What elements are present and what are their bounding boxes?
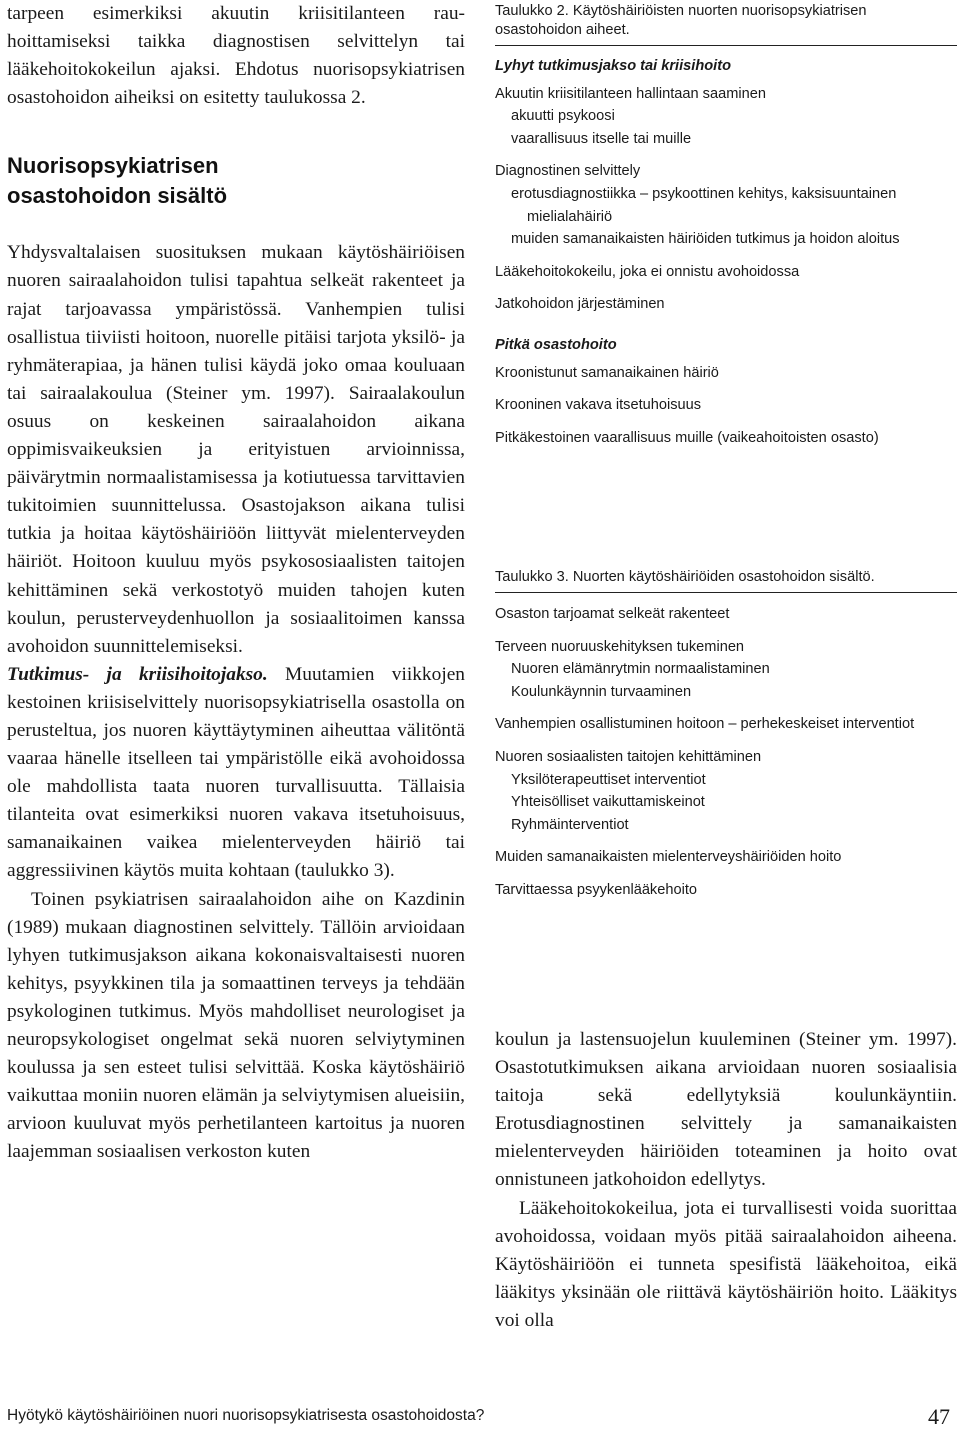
table-group-heading: Vanhempien osallistuminen hoitoon – perhekeskeiset interventiot: [495, 716, 915, 733]
table-group-item: Yhteisölliset vaikuttamiskeinot: [511, 794, 705, 811]
table-group-item: mielialahäiriö: [527, 208, 613, 225]
table-group-heading: Akuutin kriisitilanteen hallintaan saaminen: [495, 85, 766, 102]
body-paragraph-2: Tutkimus- ja kriisihoitojakso. Muutamien viikkojen kestoinen kriisiselvittely nuorisopsykiatrisella osastolla on perusteltua, jos nuoren käyttäytyminen aiheuttaa välitöntä vaaraa hänelle itselleen tai ympäristölle eikä avohoidossa ole mahdollista taata nuoren turvallisuutta. Tällaisia tilanteita ovat esimerkiksi nuoren vakava itsetuhoisuus, samanaikainen vaikea mielenterveyden häiriö tai aggressiivinen käytös muita kohtaan (taulukko 3).: [7, 663, 466, 882]
table-rule: [495, 592, 957, 593]
table-group: [495, 879, 957, 902]
table-group-heading: Tarvittaessa psyykenlääkehoito: [495, 881, 697, 898]
table-group-heading: Terveen nuoruuskehityksen tukeminen: [495, 638, 745, 655]
table-group-item: Yksilöterapeuttiset interventiot: [511, 771, 706, 788]
table-3: [495, 566, 957, 912]
table-group-heading: Kroonistunut samanaikainen häiriö: [495, 364, 719, 381]
table-group: [495, 362, 957, 385]
table-group: [495, 427, 957, 450]
table-2-section-2: [495, 362, 957, 450]
table-group: [495, 160, 957, 250]
table-group: [495, 603, 957, 626]
table-2: [495, 0, 957, 459]
table-rule: [495, 45, 957, 46]
table-group-heading: Osaston tarjoamat selkeät rakenteet: [495, 606, 730, 622]
table-3-body: [495, 603, 957, 902]
table-group: [495, 83, 957, 151]
table-group-heading: Krooninen vakava itsetuhoisuus: [495, 397, 702, 414]
section-heading: Nuorisopsykiatrisen osastohoidon sisältö: [7, 153, 228, 209]
runin-heading: Tutkimus- ja kriisihoitojakso.: [7, 663, 268, 685]
page-footer: [7, 1404, 950, 1430]
table-group-heading: Diagnostinen selvittely: [495, 163, 641, 180]
table-2-caption: Taulukko 2. Käytöshäiriöisten nuorten nuorisopsykiatrisen osastohoidon aiheet.: [495, 3, 867, 38]
table-group-heading: Nuoren sosiaalisten taitojen kehittäminen: [495, 748, 762, 765]
table-group-item: vaarallisuus itselle tai muille: [511, 130, 692, 147]
body-paragraph-1: Yhdysvaltalaisen suosituksen mukaan käytöshäiriöisen nuoren sairaalahoidon tulisi tapahtua selkeät rakenteet ja rajat tarjoavassa ympäristössä. Vanhempien tulisi osallistua tiiviisti hoitoon, nuorelle pitäisi tarjota yksilö- ja ryhmäterapiaa, ja hänen tulisi käydä joko omaa kouluaan tai sairaalakoulua (Steiner ym. 1997). Sairaalakoulun osuus on keskeinen sairaalahoidon aikana oppimisvaikeuksien ja erityistuen arvioinnissa, päivärytmin normaalistamisessa ja kotiutuessa tarvittavien tukitoimien suunnittelussa. Osastojakson aikana tulisi tutkia ja hoitaa käytöshäiriöön liittyvät mielenterveyden häiriöt. Hoitoon kuuluu myös psykososiaalisten taitojen kehittäminen sekä verkostotyö muiden tahojen kuten koulun, perusterveydenhuollon ja sosiaalitoimen kanssa avohoidon suunnittelemiseksi.: [7, 242, 465, 657]
table-2-section-1: [495, 83, 957, 316]
table-3-caption: Taulukko 3. Nuorten käytöshäiriöiden osastohoidon sisältö.: [495, 569, 875, 585]
left-column: [7, 0, 465, 1166]
intro-paragraph: tarpeen esimerkiksi akuutin kriisitilanteen rauhoittamiseksi taikka diagnostisen selvittelyn tai lääkehoitokokeilun ajaksi. Ehdotus nuorisopsykiatrisen osastohoidon aiheiksi on esitetty taulukossa 2.: [7, 3, 465, 109]
right-body-text: [495, 1026, 957, 1335]
running-title: Hyötykö käytöshäiriöinen nuori nuorisopsykiatrisesta osastohoidosta?: [7, 1407, 485, 1424]
table-group-item: akuutti psykoosi: [511, 108, 615, 125]
table-group: [495, 713, 957, 736]
table-2-section-heading: Pitkä osastohoito: [495, 336, 617, 353]
body-paragraph-5: Lääkehoitokokeilua, jota ei turvallisesti voida suorittaa avohoidossa, voidaan myös pitää sairaalahoidon aiheena. Käytöshäiriöön ei tunneta spesifistä lääkehoitoa, eikä lääkitys yksinään ole riittävä käytöshäiriön hoito. Lääkitys voi olla: [495, 1197, 957, 1331]
table-2-section-heading: Lyhyt tutkimusjakso tai kriisihoito: [495, 58, 731, 74]
table-group: [495, 636, 957, 704]
table-group-heading: Jatkohoidon järjestäminen: [495, 296, 665, 313]
table-group-item: Ryhmäinterventiot: [511, 816, 629, 833]
table-group-item: erotusdiagnostiikka – psykoottinen kehitys, kaksisuuntainen: [511, 185, 897, 202]
table-group-heading: Pitkäkestoinen vaarallisuus muille (vaikeahoitoisten osasto): [495, 429, 879, 446]
body-paragraph-3: Toinen psykiatrisen sairaalahoidon aihe on Kazdinin (1989) mukaan diagnostinen selvittely. Tällöin arvioidaan lyhyen tutkimusjakson aikana kokonaisvaltaisesti nuoren kehitys, psyykkinen tila ja somaattinen terveys ja tehdään psykologinen tutkimus. Myös mahdolliset neurologiset ja neuropsykologiset ongelmat sekä nuoren selviytyminen koulussa ja sen esteet tulisi selvittää. Koska käytöshäiriö vaikuttaa moniin nuoren elämän ja selviytymisen alueisiin, arvioon kuuluvat myös perhetilanteen kartoitus ja nuoren laajemman sosiaalisen verkoston kuten: [7, 888, 465, 1163]
table-group: [495, 746, 957, 836]
table-group-heading: Muiden samanaikaisten mielenterveyshäiriöiden hoito: [495, 849, 842, 866]
table-group-item: Koulunkäynnin turvaaminen: [511, 683, 692, 700]
body-paragraph-4: koulun ja lastensuojelun kuuleminen (Steiner ym. 1997). Osastotutkimuksen aikana arvioidaan nuoren sosiaalisia taitoja sekä edellytyksiä koulunkäyntiin. Erotusdiagnostinen selvittely ja samanaikaisten mielenterveyden häiriöiden toteaminen ja hoito ovat onnistuneen jatkohoidon edellytys.: [495, 1029, 957, 1191]
page-number: 47: [928, 1404, 950, 1429]
table-group-item: Nuoren elämänrytmin normaalistaminen: [511, 661, 770, 678]
table-group-item: muiden samanaikaisten häiriöiden tutkimus ja hoidon aloitus: [511, 231, 900, 248]
table-group: [495, 846, 957, 869]
table-group: [495, 293, 957, 316]
table-group-heading: Lääkehoitokokeilu, joka ei onnistu avohoidossa: [495, 263, 800, 280]
table-group: [495, 394, 957, 417]
table-group: [495, 261, 957, 284]
